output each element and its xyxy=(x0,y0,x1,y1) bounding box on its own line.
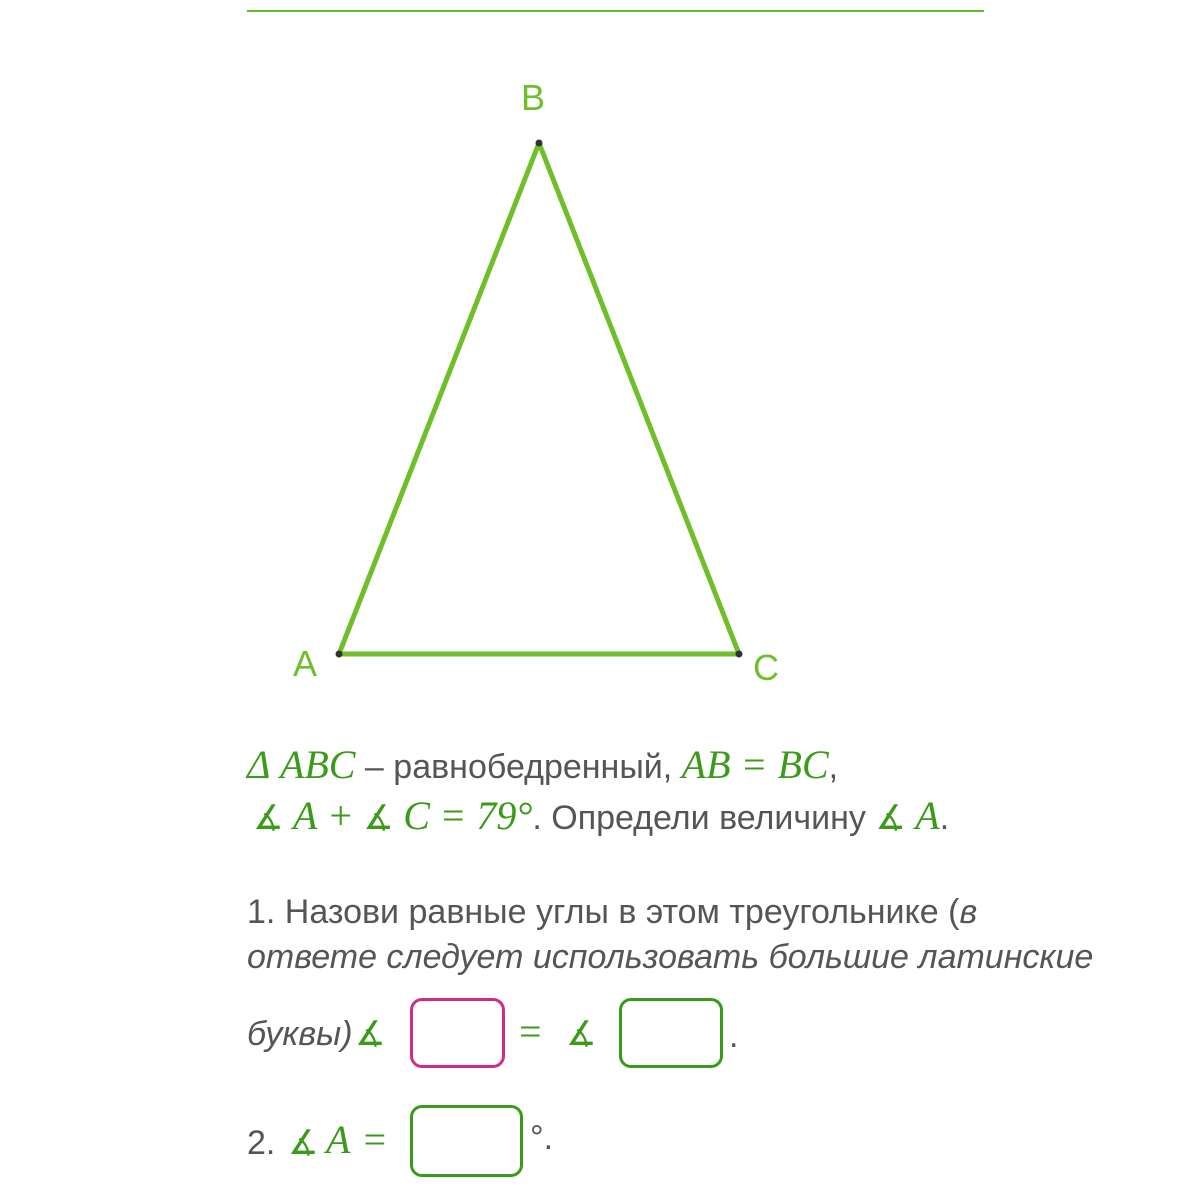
period: . xyxy=(939,799,950,837)
degree-suffix: °. xyxy=(530,1119,554,1157)
angle-c: C xyxy=(403,793,430,838)
triangle-symbol: Δ xyxy=(247,742,271,787)
question1-line-3 xyxy=(247,1014,353,1054)
question2-angle-name: A xyxy=(326,1117,351,1162)
question2-equals: = xyxy=(361,1117,388,1162)
plus-sign: + xyxy=(326,793,354,838)
point-b xyxy=(536,140,543,147)
task-text: . Определи величину xyxy=(532,799,876,837)
angle-icon: ∡ xyxy=(566,1014,597,1054)
point-a xyxy=(336,651,343,658)
equality-expr: AB = BC xyxy=(681,742,829,787)
target-angle: A xyxy=(915,793,940,838)
sum-value: = 79° xyxy=(439,793,533,838)
angle-icon: ∡ xyxy=(355,1014,386,1054)
label-a: A xyxy=(293,643,318,684)
point-c xyxy=(736,651,743,658)
problem-line-2 xyxy=(253,793,950,838)
question1-hint-end: буквы) xyxy=(247,1015,353,1053)
question1-prefix: 1. Назови равные углы в этом треугольнике ( xyxy=(247,893,960,931)
triangle-abc xyxy=(339,143,739,654)
question1-line-2 xyxy=(247,937,1093,977)
answer-angle-a-input[interactable] xyxy=(410,1105,523,1177)
question2-prefix: 2. xyxy=(247,1124,276,1162)
angle-icon: ∡ xyxy=(288,1123,319,1163)
angle-a: A xyxy=(292,793,318,838)
angle-icon: ∡ xyxy=(363,798,394,838)
equals-sign: = xyxy=(519,1009,542,1054)
angle-icon: ∡ xyxy=(875,798,906,838)
label-b: B xyxy=(521,77,546,118)
triangle-name: ABC xyxy=(279,742,356,787)
angle-icon: ∡ xyxy=(253,798,284,838)
question1-hint: ответе следует использовать большие латинские xyxy=(247,938,1094,976)
isosceles-text: равнобедренный, xyxy=(393,748,682,786)
answer-angle-2-input[interactable] xyxy=(619,998,723,1068)
problem-line-1 xyxy=(247,742,839,787)
comma: , xyxy=(828,748,839,786)
label-c: C xyxy=(753,647,779,688)
question1-hint-start: в xyxy=(959,893,978,931)
answer-angle-1-input[interactable] xyxy=(410,998,505,1068)
question1-line-1 xyxy=(247,892,977,932)
dash: – xyxy=(355,748,394,786)
question1-end: . xyxy=(729,1017,739,1055)
